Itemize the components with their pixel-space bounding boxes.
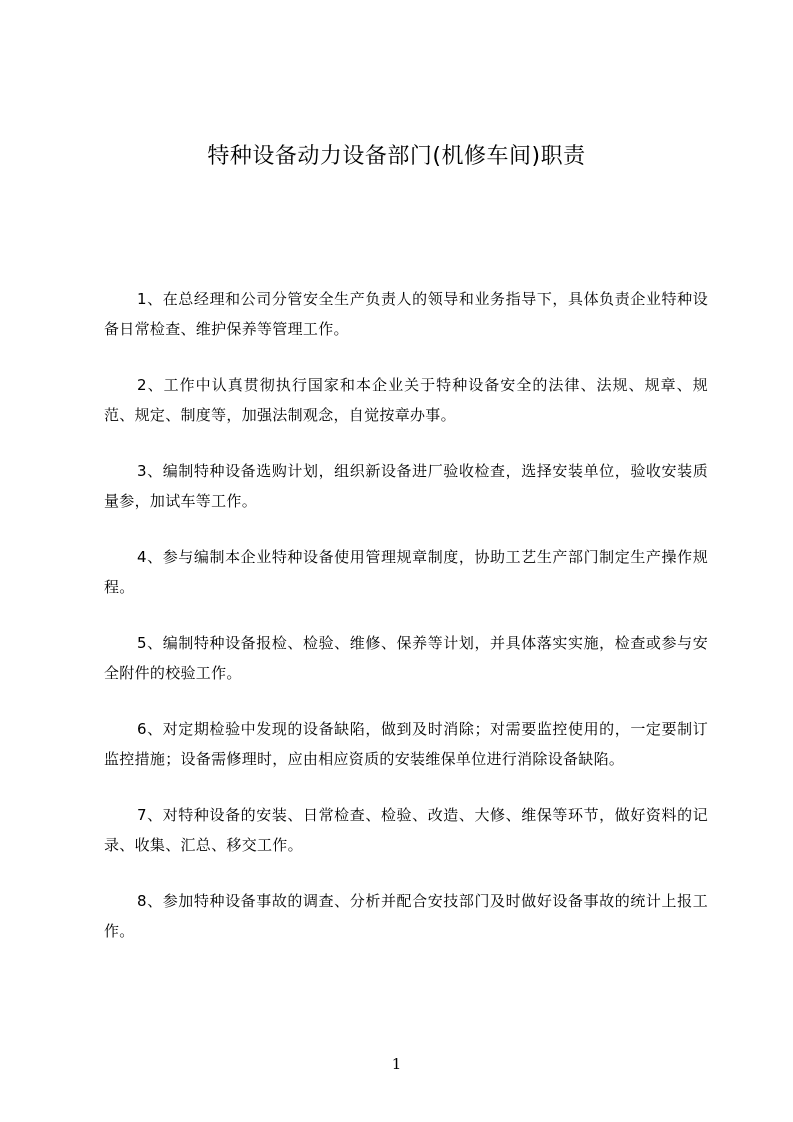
duty-item-2: 2、工作中认真贯彻执行国家和本企业关于特种设备安全的法律、法规、规章、规范、规定、制度等，加强法制观念，自觉按章办事。 — [104, 376, 708, 424]
duty-item-6: 6、对定期检验中发现的设备缺陷，做到及时消除；对需要监控使用的，一定要制订监控措施；设备需修理时，应由相应资质的安装维保单位进行消除设备缺陷。 — [104, 720, 708, 768]
duty-item-5: 5、编制特种设备报检、检验、维修、保养等计划，并具体落实实施，检查或参与安全附件的校验工作。 — [104, 634, 708, 682]
duty-item-4: 4、参与编制本企业特种设备使用管理规章制度，协助工艺生产部门制定生产操作规程。 — [104, 548, 708, 596]
page-title: 特种设备动力设备部门(机修车间)职责 — [207, 144, 586, 169]
duty-item-7: 7、对特种设备的安装、日常检查、检验、改造、大修、维保等环节，做好资料的记录、收集、汇总、移交工作。 — [104, 806, 708, 854]
page-number: 1 — [391, 1055, 402, 1073]
duty-item-1: 1、在总经理和公司分管安全生产负责人的领导和业务指导下，具体负责企业特种设备日常检查、维护保养等管理工作。 — [104, 290, 708, 338]
duty-item-8: 8、参加特种设备事故的调查、分析并配合安技部门及时做好设备事故的统计上报工作。 — [104, 892, 708, 940]
duty-item-3: 3、编制特种设备选购计划，组织新设备进厂验收检查，选择安装单位，验收安装质量参，加试车等工作。 — [104, 462, 708, 510]
duties-list — [104, 284, 708, 972]
